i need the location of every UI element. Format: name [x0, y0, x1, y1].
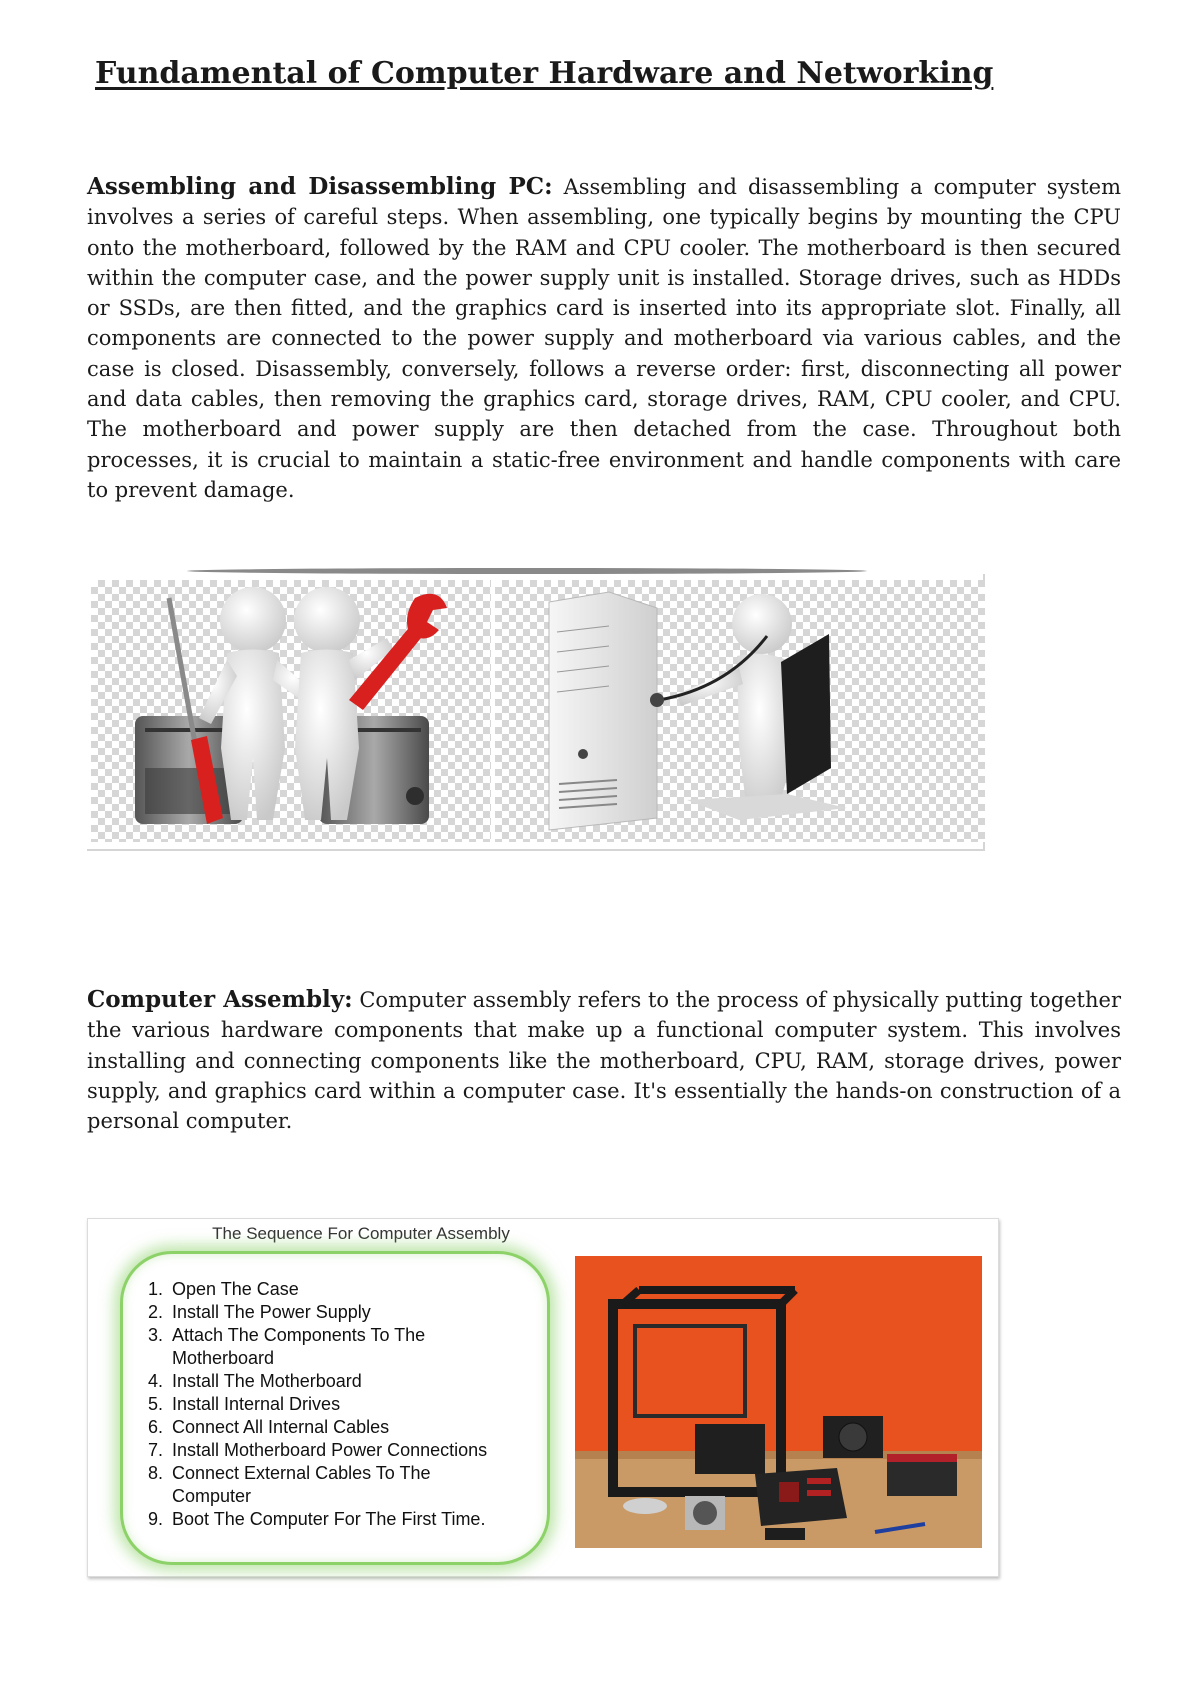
list-item — [148, 1508, 502, 1531]
list-item — [148, 1301, 502, 1324]
white-pc-tower — [549, 592, 657, 830]
page-title: Fundamental of Computer Hardware and Networking — [95, 56, 994, 91]
motherboard — [755, 1468, 847, 1526]
step-text: Attach The Components To The Motherboard — [172, 1325, 426, 1368]
step-text: Install The Motherboard — [172, 1371, 362, 1391]
cpu-cooler — [685, 1496, 725, 1530]
step-text: Open The Case — [172, 1279, 299, 1299]
step-text: Connect External Cables To The Computer — [172, 1463, 431, 1506]
step-number: 8. — [148, 1463, 164, 1483]
section-computer-assembly — [87, 985, 1121, 1136]
pc-components-illustration — [575, 1256, 982, 1548]
section-body: Assembling and disassembling a computer system involves a series of careful steps. When assembling, one typically begins by mounting the CPU onto the motherboard, followed by the RAM and CPU cooler. The motherboard is then secured within the computer case, and the power supply unit is installed. Storage drives, such as HDDs or SSDs, are then fitted, and the graphics card is inserted into its appropriate slot. Finally, all components are connected to the power supply and motherboard via various cables, and the case is closed. Disassembly, conversely, follows a reverse order: first, disconnecting all power and data cables, then removing the graphics card, storage drives, RAM, CPU cooler, and CPU. The motherboard and power supply are then detached from the case. Throughout both processes, it is crucial to maintain a static-free environment and handle components with care to prevent damage. — [87, 175, 1122, 502]
power-supply-unit — [823, 1416, 883, 1458]
pc-components-photo — [575, 1256, 982, 1548]
section-assembling-disassembling — [87, 172, 1121, 505]
steps-box — [120, 1251, 550, 1565]
technicians-illustration — [87, 568, 987, 853]
section-heading: Computer Assembly: — [87, 986, 353, 1013]
list-item — [148, 1439, 502, 1462]
graphics-card — [887, 1454, 957, 1496]
step-text: Install Internal Drives — [172, 1394, 341, 1414]
step-text: Boot The Computer For The First Time. — [172, 1509, 486, 1529]
step-number: 3. — [148, 1325, 164, 1345]
steps-list — [148, 1278, 502, 1531]
step-number: 4. — [148, 1371, 164, 1391]
step-text: Connect All Internal Cables — [172, 1417, 390, 1437]
step-number: 6. — [148, 1417, 164, 1437]
list-item — [148, 1462, 502, 1508]
list-item — [148, 1393, 502, 1416]
step-number: 2. — [148, 1302, 164, 1322]
step-number: 7. — [148, 1440, 164, 1460]
list-item — [148, 1278, 502, 1301]
figure-technicians-illustration — [87, 568, 987, 848]
figure-assembly-sequence — [87, 1218, 999, 1577]
step-number: 5. — [148, 1394, 164, 1414]
list-item — [148, 1416, 502, 1439]
stethoscope-figure — [650, 594, 793, 812]
section-heading: Assembling and Disassembling PC: — [87, 173, 553, 200]
figure-title: The Sequence For Computer Assembly — [212, 1224, 510, 1243]
section-body: Computer assembly refers to the process of physically putting together the various hardware components that make up a functional computer system. This involves installing and connecting components like the motherboard, CPU, RAM, storage drives, power supply, and graphics card within a computer case. It's essentially the hands-on construction of a personal computer. — [87, 988, 1121, 1134]
ssd-drive — [765, 1528, 805, 1540]
screw-bowl — [623, 1498, 667, 1514]
step-text: Install The Power Supply — [172, 1302, 371, 1322]
step-number: 9. — [148, 1509, 164, 1529]
list-item — [148, 1324, 502, 1370]
step-number: 1. — [148, 1279, 164, 1299]
list-item — [148, 1370, 502, 1393]
step-text: Install Motherboard Power Connections — [172, 1440, 488, 1460]
